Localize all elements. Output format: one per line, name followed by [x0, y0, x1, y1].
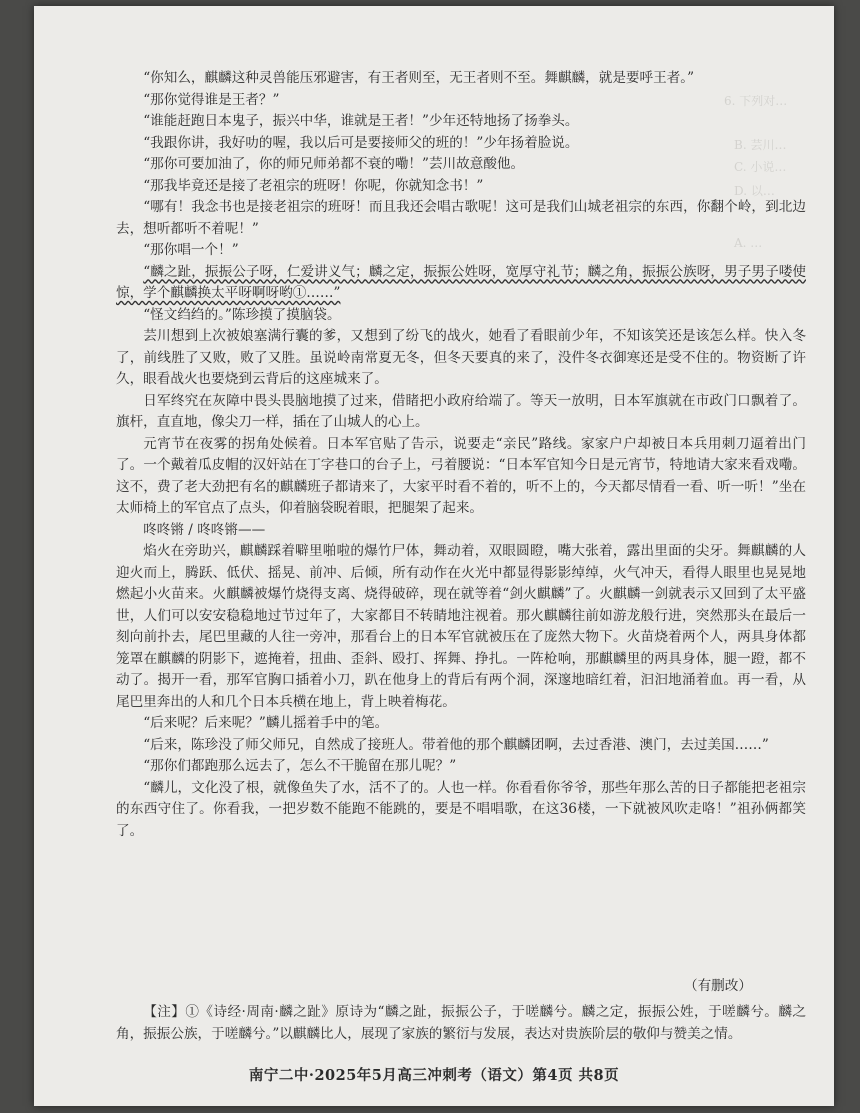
paragraph: “那你觉得谁是王者？”	[143, 91, 280, 108]
paragraph: 日军终究在灰障中畏头畏脑地摸了过来，借睹把小政府给端了。等天一放明，日本军旗就在市政门口飘着了。旗杆，直直地，像尖刀一样，插在了山城人的心上。	[116, 392, 806, 430]
paragraph: 芸川想到上次被娘塞满行囊的爹，又想到了纷飞的战火，她看了看眼前少年，不知该笑还是该怎么样。快入冬了，前线胜了又败，败了又胜。虽说岭南常夏无冬，但冬天要真的来了，没件冬衣御寒还是受不住的。物资断了许久，眼看战火也要烧到云背后的这座城来了。	[116, 328, 806, 387]
paragraph: 焰火在旁助兴，麒麟踩着噼里啪啦的爆竹尸体，舞动着，双眼圆瞪，嘴大张着，露出里面的尖牙。舞麒麟的人迎火而上，腾跃、低伏、摇晃、前冲、后倾，所有动作在火光中都显得影影绰绰，火气冲天，看得人眼里也晃晃地燃起小火苗来。火麒麟被爆竹烧得支离、烧得破碎，现在就等着“剑火麒麟”了。火麒麟一剑就表示又回到了太平盛世，人们可以安安稳稳地过节过年了，大家都目不转睛地注视着。那火麒麟往前如游龙般行进，突然那头在最后一刻向前扑去，尾巴里藏的人往一旁冲，那看台上的日本军官就被压在了庞然大物下。火苗烧着两个人，两具身体都笼罩在麒麟的阴影下，遮掩着，扭曲、歪斜、殴打、挥舞、挣扎。一阵枪响，那麒麟里的两具身体，腿一蹬，都不动了。揭开一看，那军官胸口插着小刀，趴在他身上的背后有两个洞，深邃地暗红着，汩汩地涌着血。再一看，从尾巴里奔出的人和几个日本兵横在地上，背上映着梅花。	[116, 543, 806, 710]
ancient-song-paragraph: “麟之趾，振振公子呀，仁爱讲义气；麟之定，振振公姓呀，宽厚守礼节；麟之角，振振公族呀，男子男子喽使惊，学个麒麟换太平呀啊呀哟①……”	[116, 263, 806, 301]
page-footer: 南宁二中·2025年5月高三冲刺考（语文）第4页 共8页	[248, 1067, 620, 1084]
exam-page	[34, 6, 834, 1106]
source-note: （有删改）	[684, 978, 752, 994]
paragraph: “那我毕竟还是接了老祖宗的班呀！你呢，你就知念书！”	[143, 177, 484, 194]
passage	[116, 68, 806, 842]
paragraph: “那你唱一个！”	[143, 242, 239, 258]
bleed-through-line: C. 小说…	[734, 160, 787, 174]
paragraph: “那你们都跑那么远去了，怎么不干脆留在那儿呢？”	[143, 758, 457, 774]
paragraph: “麟儿，文化没了根，就像鱼失了水，活不了的。人也一样。你看看你爷爷，那些年那么苦的日子都能把老祖宗的东西守住了。你看我，一把岁数不能跑不能跳的，要是不唱唱歌，在这36楼，一下就被风吹走咯！”祖孙俩都笑了。	[116, 779, 806, 839]
bleed-through-line: A. …	[734, 236, 763, 250]
paragraph: 元宵节在夜雾的拐角处候着。日本军官贴了告示，说要走“亲民”路线。家家户户却被日本兵用刺刀逼着出门了。一个戴着瓜皮帽的汉奸站在丁字巷口的台子上，弓着腰说：“日本军官知今日是元宵节，特地请大家来看戏嘞。这不，费了老大劲把有名的麒麟班子都请来了，大家平时看不着的，听不上的，今天都尽情看一看、听一听！”坐在太师椅上的军官点了点头，仰着脑袋睨着眼，把腿架了起来。	[116, 435, 806, 516]
paragraph: “我跟你讲，我好叻的喔，我以后可是要接师父的班的！”少年扬着脸说。	[143, 134, 579, 151]
bleed-through-line: 6. 下列对…	[724, 94, 788, 108]
paragraph: “哪有！我念书也是接老祖宗的班呀！而且我还会唱古歌呢！这可是我们山城老祖宗的东西，你翻个岭，到北边去，想听都听不着呢！”	[116, 199, 806, 237]
paragraph: “后来，陈珍没了师父师兄，自然成了接班人。带着他的那个麒麟团啊，去过香港、澳门，去过美国……”	[143, 736, 769, 753]
bleed-through-line: B. 芸川…	[734, 138, 787, 152]
paragraph: “后来呢？后来呢？”麟儿摇着手中的笔。	[143, 715, 389, 731]
paragraph: “那你可要加油了，你的师兄师弟都不衰的嘞！”芸川故意酸他。	[143, 156, 525, 172]
paragraph: “你知么，麒麟这种灵兽能压邪避害，有王者则至，无王者则不至。舞麒麟，就是要呼王者。”	[143, 70, 695, 86]
paragraph: “怪文绉绉的。”陈珍摸了摸脑袋。	[143, 306, 341, 323]
bleed-through-line: D. 以…	[734, 184, 775, 198]
footnote: 【注】①《诗经·周南·麟之趾》原诗为“麟之趾，振振公子，于嗟麟兮。麟之定，振振公姓，于嗟麟兮。麟之角，振振公族，于嗟麟兮。”以麒麟比人，展现了家族的繁衍与发展，表达对贵族阶层的敬仰与赞美之情。	[116, 1004, 806, 1042]
paragraph: “谁能赶跑日本鬼子，振兴中华，谁就是王者！”少年还特地扬了扬拳头。	[143, 113, 579, 129]
drum-sound-line: 咚咚锵 / 咚咚锵——	[143, 521, 266, 538]
